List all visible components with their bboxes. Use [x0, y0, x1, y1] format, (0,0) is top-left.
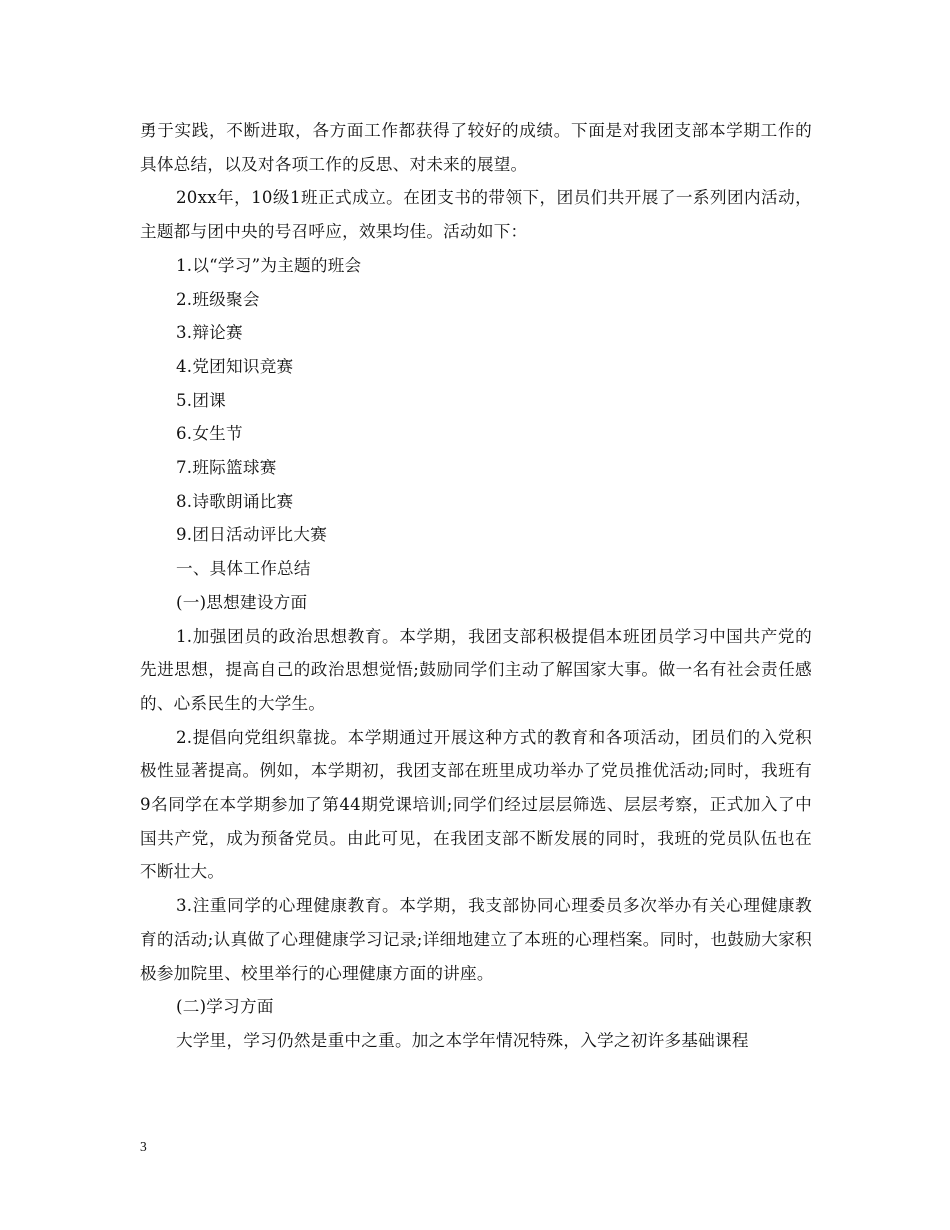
list-item-activity-6: 6.女生节 [176, 424, 243, 444]
paragraph-political-education: 1.加强团员的政治思想教育。本学期，我团支部积极提倡本班团员学习中国共产党的先进思想，提高自己的政治思想觉悟;鼓励同学们主动了解国家大事。做一名有社会责任感的、心系民生的大学生。 [140, 626, 812, 713]
list-item-activity-2: 2.班级聚会 [176, 289, 260, 309]
list-item-activity-4: 4.党团知识竞赛 [176, 356, 294, 376]
paragraph-mental-health: 3.注重同学的心理健康教育。本学期，我支部协同心理委员多次举办有关心理健康教育的活动;认真做了心理健康学习记录;详细地建立了本班的心理档案。同时，也鼓励大家积极参加院里、校里举行的心理健康方面的讲座。 [140, 896, 812, 983]
list-item-activity-5: 5.团课 [176, 390, 227, 410]
list-item-activity-9: 9.团日活动评比大赛 [176, 525, 328, 545]
list-item-activity-8: 8.诗歌朗诵比赛 [176, 491, 294, 511]
paragraph-intro-continued: 勇于实践，不断进取，各方面工作都获得了较好的成绩。下面是对我团支部本学期工作的具体总结，以及对各项工作的反思、对未来的展望。 [140, 121, 812, 174]
subsection-heading-ideology: (一)思想建设方面 [176, 592, 308, 612]
section-heading-work-summary: 一、具体工作总结 [176, 559, 311, 579]
list-item-activity-7: 7.班际篮球赛 [176, 458, 277, 478]
list-item-activity-3: 3.辩论赛 [176, 323, 243, 343]
paragraph-study: 大学里，学习仍然是重中之重。加之本学年情况特殊，入学之初许多基础课程 [176, 1030, 749, 1050]
paragraph-party-organization: 2.提倡向党组织靠拢。本学期通过开展这种方式的教育和各项活动，团员们的入党积极性显著提高。例如，本学期初，我团支部在班里成功举办了党员推优活动;同时，我班有9名同学在本学期参加了第44期党课培训;同学们经过层层筛选、层层考察，正式加入了中国共产党，成为预备党员。由此可见，在我团支部不断发展的同时，我班的党员队伍也在不断壮大。 [140, 727, 812, 882]
document-body [140, 114, 812, 1058]
page-number: 3 [140, 1139, 147, 1154]
paragraph-class-founding: 20xx年，10级1班正式成立。在团支书的带领下，团员们共开展了一系列团内活动，主题都与团中央的号召呼应，效果均佳。活动如下： [140, 188, 812, 242]
subsection-heading-study: (二)学习方面 [176, 997, 274, 1017]
list-item-activity-1: 1.以“学习”为主题的班会 [176, 255, 362, 275]
